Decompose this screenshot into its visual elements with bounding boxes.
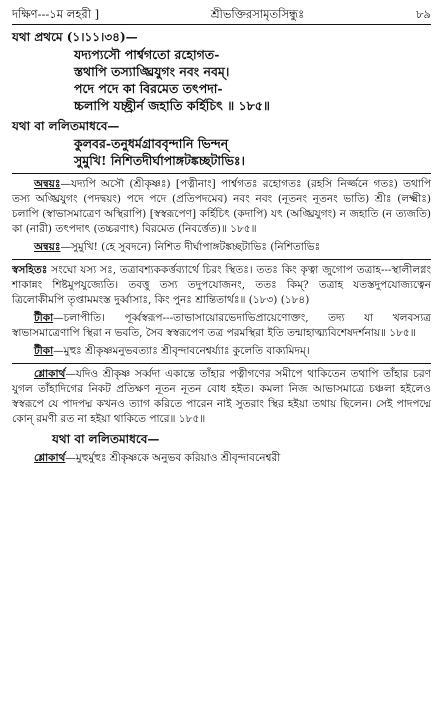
header-section: দক্ষিণ---১ম লহরী ] (12, 7, 100, 21)
example-2-heading: যথা বা ললিতমাধবে— (12, 119, 120, 133)
header-book-title: শ্রীভক্তিরসামৃতসিন্ধুঃ (210, 7, 305, 21)
tika-text: —চলাপীতি। পূর্ব্বস্বরূপ---তাভাসায়োরভেদাভিপ্রায়েণোক্তং, তদ্য যা খলবস্যত্র স্বাভাসমাত্রেণাপি স্থিরা ন ভবতি, সৈব স্বস্বরূপেণ তত্র পরমস্থিরা ইতি তন্মাহাত্ম্যবিশেষদর্শনায়॥ ১৮৫॥ (12, 312, 431, 339)
example-1 (12, 29, 431, 114)
slokartha-paragraph-2 (12, 451, 431, 466)
slokartha2-label: শ্লোকার্থ (34, 452, 66, 464)
anvaya-label: অন্বয়ঃ (34, 178, 61, 190)
verse2-line-1: কুলবর-তনুধর্মগ্রাববৃন্দানি ভিন্দন্ (74, 136, 229, 151)
svasahita-label: স্বসহিতঃ (12, 264, 48, 276)
example-1-heading: যথা প্রথমে (১।১১।৩৪)— (12, 30, 138, 44)
svasahita-paragraph (12, 263, 431, 308)
divider (12, 173, 431, 174)
verse-line-3: পদে পদে কা বিরমেত তৎপদা- (74, 81, 223, 96)
verse2-line-2: সুমুখি! নিশিতদীর্ঘাপাঙ্গটঙ্কচ্ছটাভিঃ। (74, 153, 246, 168)
tika-paragraph-2 (12, 344, 431, 359)
slokartha-paragraph-1 (12, 367, 431, 427)
tika2-text: —মুহুঃ শ্রীকৃষ্ণমনুভবত্যাঃ শ্রীবৃন্দাবনেশ্বর্য্যাঃ কুলেতি বাক্যমিদম্। (53, 345, 310, 357)
page-number: ৮৯ (416, 7, 431, 21)
verse-line-2: স্তথাপি তস্যাঙ্ঘ্রিযুগং নবং নবম্। (74, 64, 230, 79)
tika-paragraph-1 (12, 311, 431, 341)
slokartha2-text: —মুহুর্মুহুঃ শ্রীকৃষ্ণকে অনুভব করিয়াও শ্রীবৃন্দাবনেশ্বরী (65, 452, 281, 464)
anvaya-paragraph-2 (12, 240, 431, 255)
divider (12, 259, 431, 260)
anvaya-paragraph-1 (12, 177, 431, 237)
verse-line-1: যদ্যপ্যসৌ পার্শ্বগতো রহোগত- (74, 47, 220, 62)
running-header (12, 6, 431, 25)
tika2-label: টীকা (34, 345, 54, 357)
divider (12, 363, 431, 364)
svasahita-text: সংঘো যস্য সঃ, তত্রাবশ্যককর্ত্তব্যার্থে চিরং স্থিতঃ। ততঃ কিং কৃত্বা জুগোপ তত্রাহ---স্থালীলগ্নং শাকান্নং শিষ্টমুপযুজ্যেতি। তবত্তু তস্য তদুপযোজনং, ততঃ কিম্? তত্রাহ যতস্তদুপযোজ্যত্বেন ত্রিলোকীমপি তৃপ্তামমংস্ত দুর্ব্বাসাঃ, কিং পুনঃ শ্রান্তিতার্থঃ॥ (১৮৩) (১৮৪) (12, 264, 431, 306)
anvaya2-label: অন্বয়ঃ (34, 241, 61, 253)
verse-line-4: চ্চলাপি যচ্ছ্রীর্ন জহাতি কর্হিচিৎ ॥ ১৮৫॥ (74, 98, 270, 113)
anvaya2-text: —সুমুখি! (হে সুবদনে) নিশিত দীর্ঘাপাঙ্গটঙ্কচ্ছটাভিঃ (নিশিতাভিঃ (60, 241, 321, 253)
example-2 (12, 118, 431, 169)
slokartha-text: —যদিও শ্রীকৃষ্ণ সর্ব্বদা একান্তে তাঁহার পত্নীগণের সমীপে থাকিতেন তথাপি তাঁহার চরণ যুগল তাঁহাদিগের নিকট প্রতিক্ষণ নূতন নূতন বোধ হইত। কমলা নিজ আভাসমাত্রে চঞ্চলা হইলেও স্বস্বরূপে যে পাদপদ্ম কখনও ত্যাগ করিতে পারেন নাই সুতরাং স্থির হইয়া তথায় ছিলেন। সেই পাদপদ্মে কোন্ রমণী রত না হইয়া থাকিতে পারে॥ ১৮৫॥ (12, 368, 431, 425)
anvaya-text: —যদ্যপি অসৌ (শ্রীকৃষ্ণঃ) [পত্নীনাং] পার্শ্বগতঃ রহোগতঃ (রহসি নির্জ্জনে গতঃ) তথাপি তস্য অঙ্ঘ্রিযুগং (পদদ্বয়ং) পদে পদে (প্রতিপদমেব) নবং নবং (নূতনং নূতনং ভাতি) শ্রীঃ (লক্ষ্মীঃ) চলাপি (স্বাভাসমাত্রেণ অস্থিরাপি) [স্বস্বরূপেণ] কর্হিচিৎ (কদাপি) যৎ (অঙ্ঘ্রিযুগং) ন জহাতি (ন ত্যজতি) কা (নারী) তৎপদাৎ (তচ্চরণাৎ) বিরমেত (নিবর্ত্তেত)॥ ১৮৫॥ (12, 178, 431, 235)
slokartha-label: শ্লোকার্থ (34, 368, 66, 380)
tika-label: টীকা (34, 312, 54, 324)
example-3-heading: যথা বা ললিতমাধবে— (52, 432, 160, 446)
